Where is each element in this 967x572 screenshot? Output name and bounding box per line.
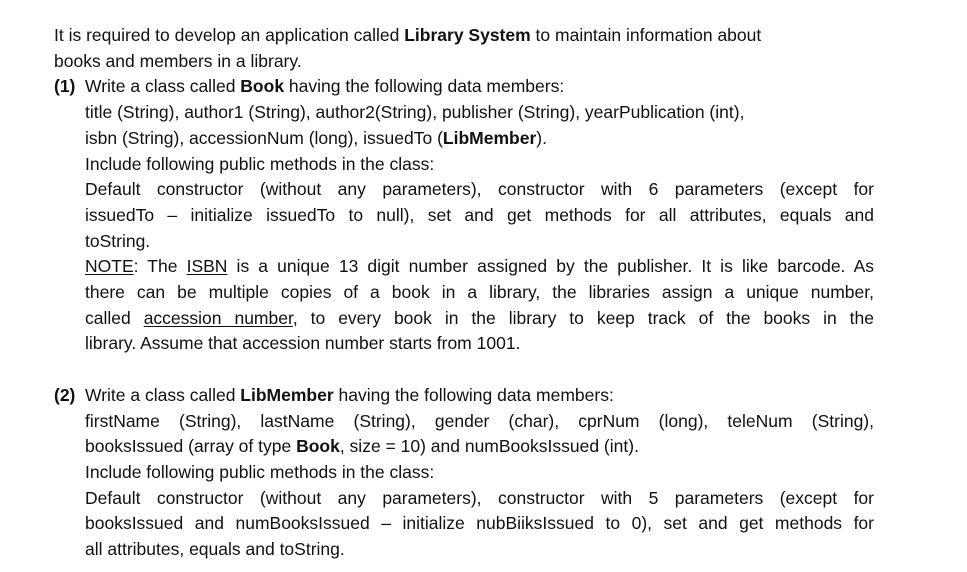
heading-text: having the following data members: [333,384,614,405]
book-methods-intro: Include following public methods in the class: [85,153,435,174]
libmember-methods-intro: Include following public methods in the class: [85,461,435,482]
members-text: isbn (String), accessionNum (long), issuedTo ( [85,127,443,148]
book-methods-line-1: Default constructor (without any parameters), constructor with 6 parameters (except for [85,179,874,200]
note-line-3 [54,306,874,332]
section-1-heading [54,74,874,100]
accession-number-term: accession number [143,307,293,328]
note-line-2: there can be multiple copies of a book in a library, the libraries assign a unique number, [85,282,874,303]
book-members-line-2 [54,126,874,152]
heading-text: Write a class called [85,76,241,97]
note-text: : The [133,256,187,277]
section-number: (1) [54,76,76,97]
section-2-heading [54,383,874,409]
members-text: booksIssued (array of type [85,436,297,457]
document-body [54,23,874,563]
heading-text: Write a class called [85,384,241,405]
book-methods-line-3: toString. [85,230,151,251]
members-text: , size = 10) and numBooksIssued (int). [339,436,639,457]
isbn-term: ISBN [186,256,228,277]
class-name-book: Book [240,76,285,97]
class-name-libmember: LibMember [240,384,334,405]
libmember-methods-line-1: Default constructor (without any parameters), constructor with 5 parameters (except for [85,487,874,508]
book-members-line-1: title (String), author1 (String), author2(String), publisher (String), yearPublication (int), [85,102,745,123]
note-text: , to every book in the library to keep track of the books in the [292,307,874,328]
section-spacer [54,357,874,383]
type-book: Book [296,436,340,457]
note-line-1 [54,254,874,280]
note-text: is a unique 13 digit number assigned by the publisher. It is like barcode. As [227,256,874,277]
note-label: NOTE [85,256,134,277]
heading-text: having the following data members: [284,76,565,97]
book-methods-line-2: issuedTo – initialize issuedTo to null), set and get methods for all attributes, equals and [85,204,874,225]
note-line-4: library. Assume that accession number starts from 1001. [85,333,521,354]
intro-line-1 [54,23,874,49]
app-name: Library System [404,25,531,45]
type-libmember: LibMember [442,127,537,148]
members-text: ). [536,127,547,148]
libmember-methods-line-3: all attributes, equals and toString. [85,539,345,560]
libmember-members-line-1: firstName (String), lastName (String), gender (char), cprNum (long), teleNum (String), [85,410,874,431]
intro-text: It is required to develop an application called [54,25,405,45]
intro-text: to maintain information about [530,25,762,45]
section-number: (2) [54,384,76,405]
note-text: called [85,307,144,328]
intro-line-2: books and members in a library. [54,50,302,71]
libmember-members-line-2 [54,434,874,460]
libmember-methods-line-2: booksIssued and numBooksIssued – initialize nubBiiksIssued to 0), set and get methods for [85,513,874,534]
